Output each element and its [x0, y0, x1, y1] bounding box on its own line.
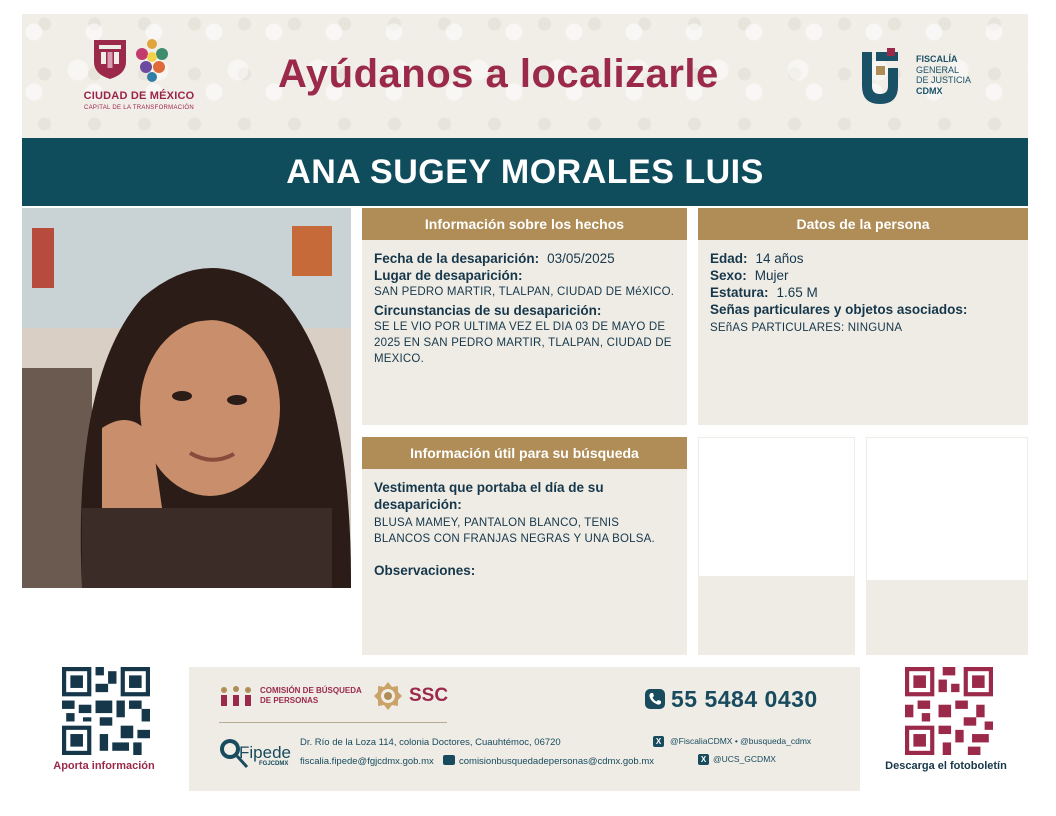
fgj-line-3: DE JUSTICIA	[916, 75, 972, 85]
comision-line-1: COMISIÓN DE BÚSQUEDA	[260, 686, 362, 695]
lugar-value: SAN PEDRO MARTIR, TLALPAN, CIUDAD DE MéXICO.	[374, 286, 675, 298]
image-slot-1	[698, 437, 855, 655]
comision-icon	[219, 685, 253, 707]
person-photo-image	[22, 208, 351, 588]
util-heading: Información útil para su búsqueda	[362, 437, 687, 469]
hechos-body	[362, 240, 687, 367]
person-photo	[22, 208, 351, 588]
divider	[219, 722, 447, 723]
vestimenta-value: BLUSA MAMEY, PANTALON BLANCO, TENIS BLANCOS CON FRANJAS NEGRAS Y UNA BOLSA.	[374, 517, 655, 545]
hechos-heading: Información sobre los hechos	[362, 208, 687, 240]
person-name: ANA SUGEY MORALES LUIS	[286, 152, 764, 191]
cdmx-shield-icon	[92, 38, 128, 80]
hechos-panel	[362, 208, 687, 425]
address: Dr. Río de la Loza 114, colonia Doctores, Cuauhtémoc, 06720	[300, 737, 561, 748]
qr-fotoboletin-label: Descarga el fotoboletín	[885, 760, 1007, 772]
fgj-text	[916, 54, 971, 96]
observaciones-label: Observaciones:	[374, 563, 476, 578]
x-logo-icon: X	[653, 736, 664, 747]
sexo-label: Sexo:	[710, 268, 747, 283]
qr-aporta-label: Aporta información	[53, 760, 155, 772]
sexo-value: Mujer	[754, 268, 789, 283]
util-panel	[362, 437, 687, 655]
edad-label: Edad:	[710, 251, 748, 266]
image-slot-2-blank	[867, 438, 1027, 580]
fipede-name: Fipede	[239, 743, 291, 762]
mail-icon	[443, 755, 455, 765]
cdmx-flower-icon	[132, 36, 172, 84]
fipede-sub: FGJCDMX	[259, 761, 289, 767]
ssc-text: SSC	[409, 685, 449, 706]
phone-icon	[645, 689, 665, 709]
persona-heading: Datos de la persona	[698, 208, 1028, 240]
fgj-mark-icon	[854, 46, 906, 108]
header	[22, 14, 1028, 138]
circunstancias-value: SE LE VIO POR ULTIMA VEZ EL DIA 03 DE MAYO DE 2025 EN SAN PEDRO MARTIR, TLALPAN, CIUDAD DE MEXICO.	[374, 321, 672, 365]
fgj-line-1: FISCALÍA	[916, 54, 958, 64]
circunstancias-label: Circunstancias de su desaparición:	[374, 303, 602, 318]
cdmx-logo	[74, 36, 194, 128]
edad-row	[710, 250, 1018, 267]
image-slot-2	[866, 437, 1028, 655]
comision-text	[260, 686, 362, 705]
fecha-value: 03/05/2025	[547, 251, 615, 266]
social-handles-1[interactable]: @FiscaliaCDMX • @busqueda_cdmx	[670, 736, 812, 746]
sexo-row	[710, 267, 1018, 284]
lugar-label: Lugar de desaparición:	[374, 268, 523, 283]
qr-fotoboletin-icon[interactable]	[905, 667, 993, 755]
cdmx-subtitle: CAPITAL DE LA TRANSFORMACIÓN	[84, 105, 194, 111]
x-logo-icon-2: X	[698, 754, 709, 765]
senas-value: SEñAS PARTICULARES: NINGUNA	[710, 322, 903, 334]
person-name-bar	[22, 138, 1028, 206]
cdmx-name: CIUDAD DE MÉXICO	[83, 90, 195, 102]
vestimenta-label: Vestimenta que portaba el día de su desaparición:	[374, 480, 604, 512]
contact-box	[189, 667, 860, 791]
persona-panel	[698, 208, 1028, 425]
fecha-row	[374, 250, 677, 267]
estatura-value: 1.65 M	[776, 285, 818, 300]
util-body	[362, 469, 687, 578]
qr-aporta-icon[interactable]	[62, 667, 150, 755]
email-comision[interactable]: comisionbusquedadepersonas@cdmx.gob.mx	[459, 756, 655, 767]
estatura-row	[710, 284, 1018, 301]
phone-number[interactable]: 55 5484 0430	[671, 686, 818, 712]
page-title: Ayúdanos a localizarle	[278, 52, 719, 96]
comision-line-2: DE PERSONAS	[260, 695, 319, 705]
image-slot-1-blank	[699, 438, 854, 576]
social-handles-2[interactable]: @UCS_GCDMX	[713, 754, 776, 764]
ssc-badge-icon	[373, 681, 403, 711]
email-fipede[interactable]: fiscalia.fipede@fgjcdmx.gob.mx	[300, 756, 434, 767]
fgj-line-4: CDMX	[916, 85, 943, 96]
persona-body	[698, 240, 1028, 336]
fgj-line-2: GENERAL	[916, 64, 960, 75]
fecha-label: Fecha de la desaparición:	[374, 251, 540, 266]
fgj-logo	[854, 44, 984, 114]
senas-label: Señas particulares y objetos asociados:	[710, 302, 968, 317]
edad-value: 14 años	[755, 251, 804, 266]
estatura-label: Estatura:	[710, 285, 769, 300]
